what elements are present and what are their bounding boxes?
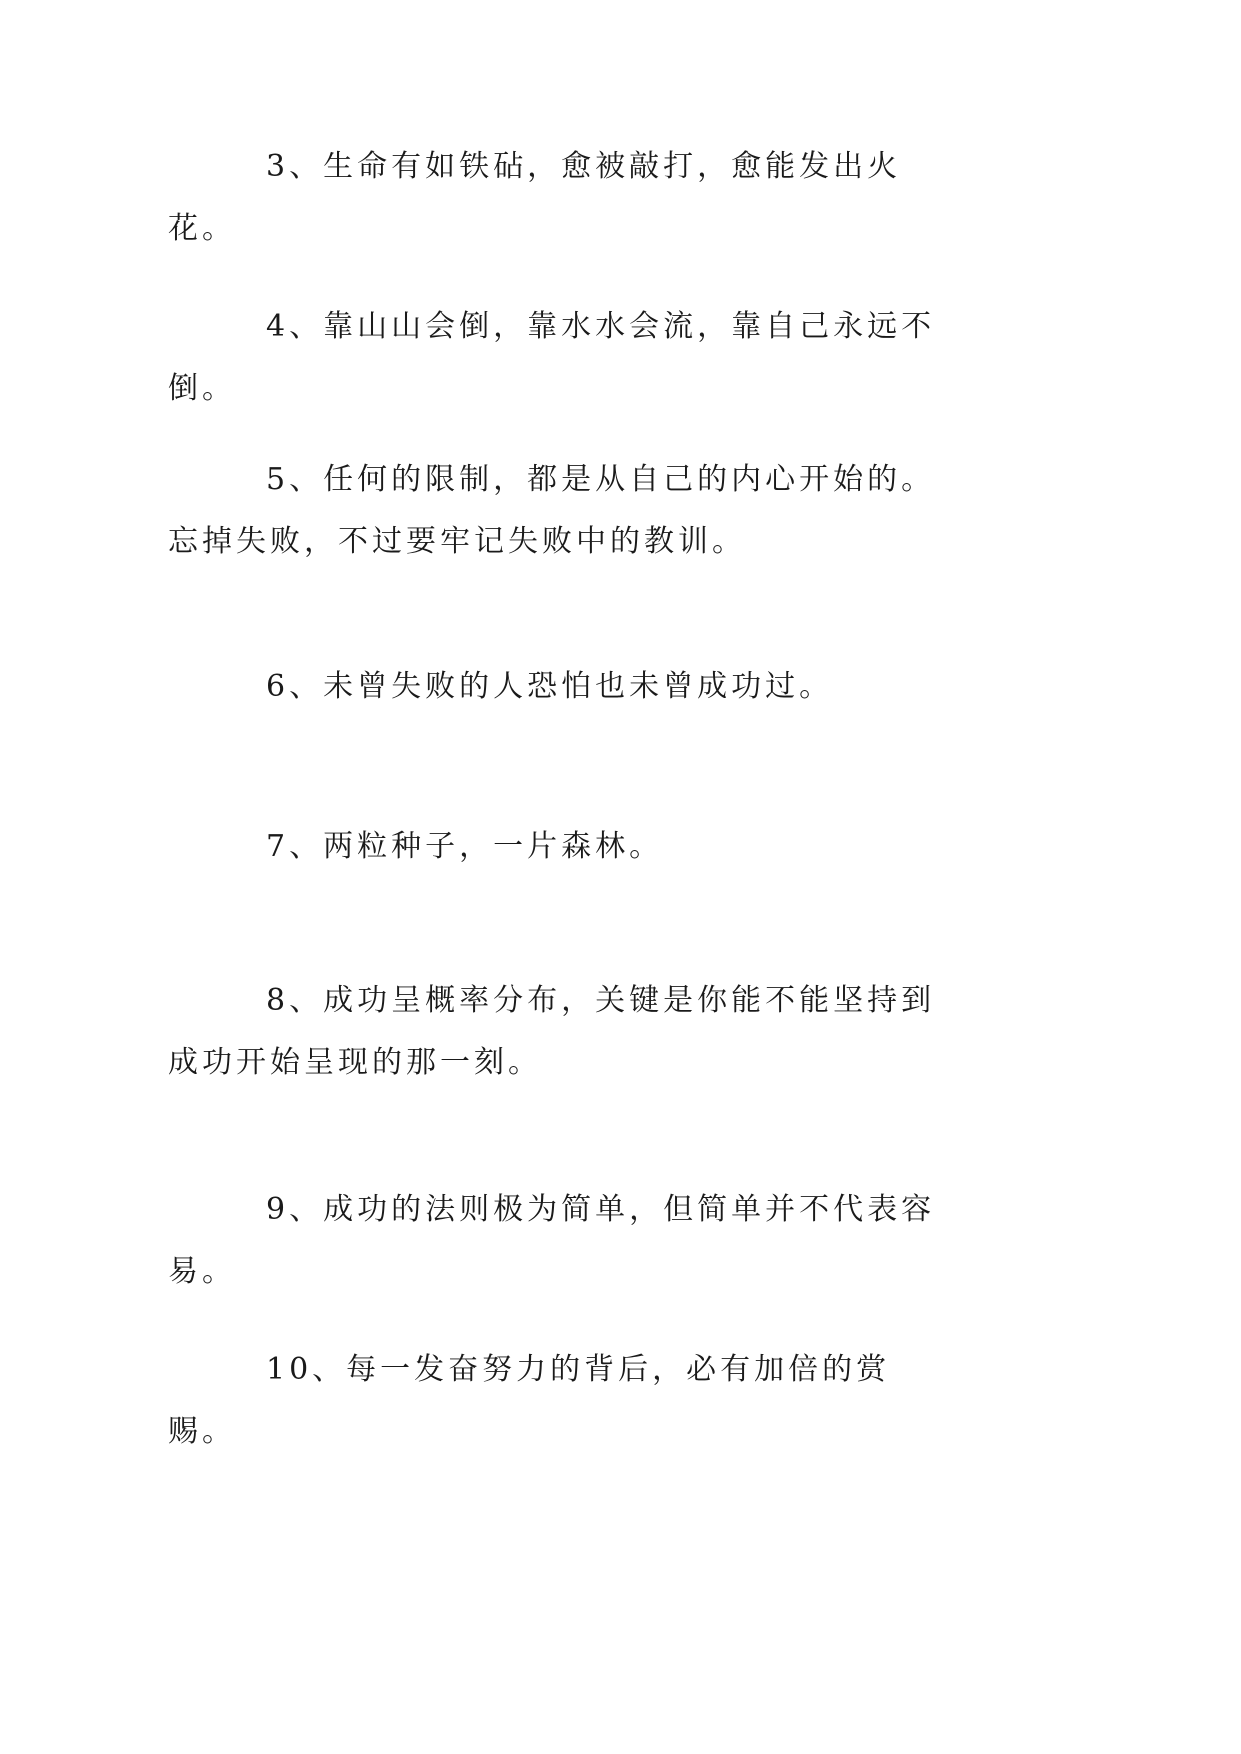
paragraph-item-6: 6、未曾失败的人恐怕也未曾成功过。: [266, 669, 834, 704]
paragraph-item-3: 3、生命有如铁砧，愈被敲打，愈能发出火花。: [168, 149, 902, 246]
paragraph-item-4: 4、靠山山会倒，靠水水会流，靠自己永远不倒。: [168, 309, 936, 406]
paragraph-item-7: 7、两粒种子，一片森林。: [266, 829, 664, 864]
paragraph-item-9: 9、成功的法则极为简单，但简单并不代表容易。: [168, 1192, 936, 1289]
paragraph-item-8: 8、成功呈概率分布，关键是你能不能坚持到成功开始呈现的那一刻。: [168, 983, 936, 1080]
paragraph-item-5: 5、任何的限制，都是从自己的内心开始的。忘掉失败，不过要牢记失败中的教训。: [168, 462, 936, 559]
paragraph-item-10: 10、每一发奋努力的背后，必有加倍的赏赐。: [168, 1352, 891, 1449]
